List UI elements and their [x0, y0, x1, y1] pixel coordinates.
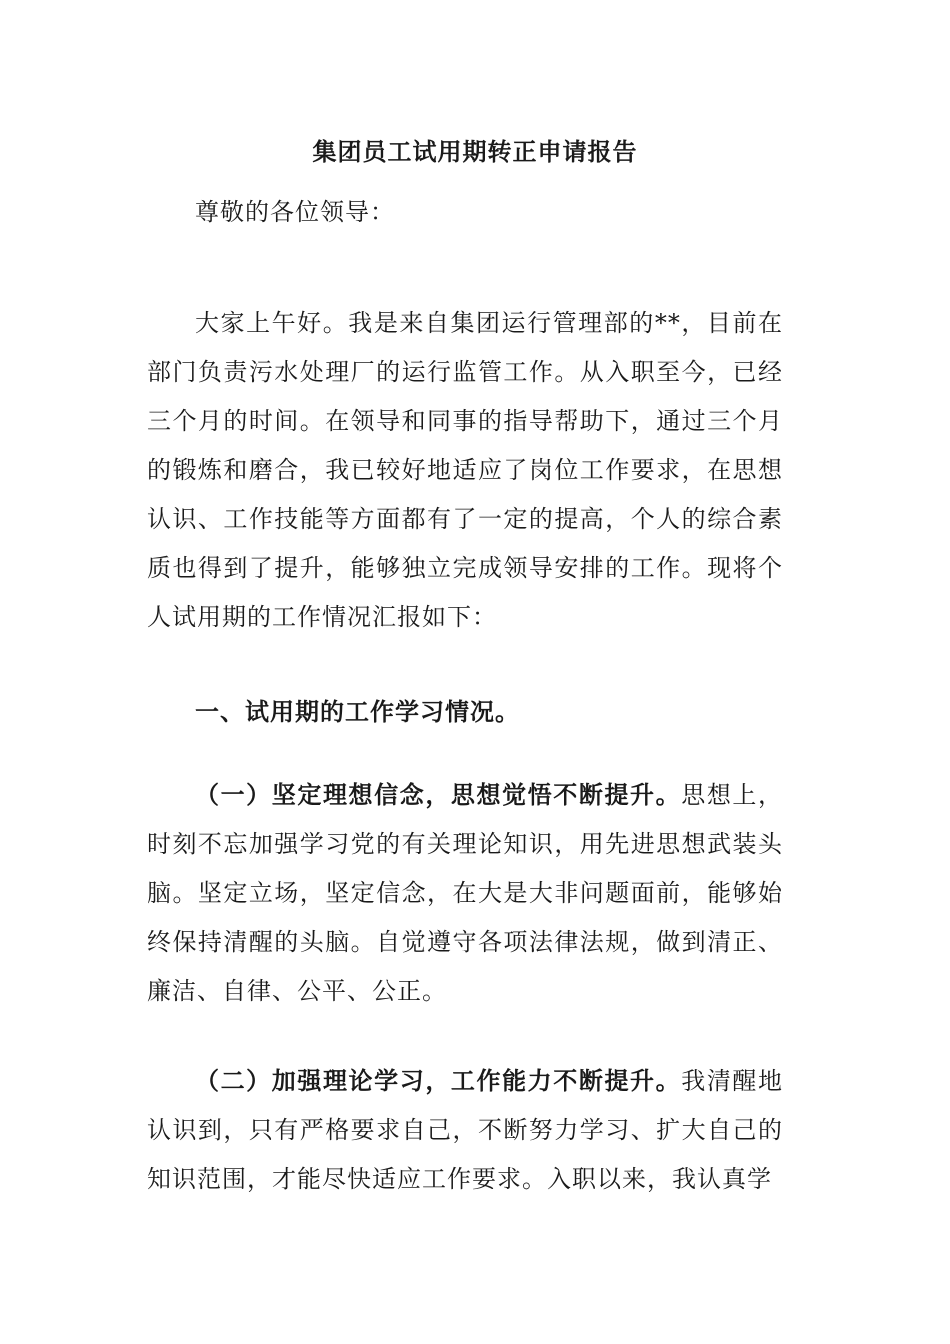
salutation: 尊敬的各位领导：: [195, 198, 395, 226]
section-1-heading: 一、试用期的工作学习情况。: [195, 697, 520, 726]
subsection-2-heading: （二）加强理论学习，工作能力不断提升。: [195, 1066, 682, 1095]
subsection-1-paragraph: [147, 770, 783, 1016]
subsection-1-heading: （一）坚定理想信念，思想觉悟不断提升。: [195, 780, 682, 809]
subsection-1-body: 思想上，时刻不忘加强学习党的有关理论知识，用先进思想武装头脑。坚定立场，坚定信念，在大是大非问题面前，能够始终保持清醒的头脑。自觉遵守各项法律法规，做到清正、廉洁、自律、公平、公正。: [147, 781, 784, 1005]
document-title: 集团员工试用期转正申请报告: [312, 137, 638, 166]
subsection-2-paragraph: [147, 1056, 783, 1204]
subsection-2-body: 我清醒地认识到，只有严格要求自己，不断努力学习、扩大自己的知识范围，才能尽快适应工作要求。入职以来，我认真学: [147, 1067, 784, 1193]
intro-paragraph: 大家上午好。我是来自集团运行管理部的**，目前在部门负责污水处理厂的运行监管工作。从入职至今，已经三个月的时间。在领导和同事的指导帮助下，通过三个月的锻炼和磨合，我已较好地适应了岗位工作要求，在思想认识、工作技能等方面都有了一定的提高，个人的综合素质也得到了提升，能够独立完成领导安排的工作。现将个人试用期的工作情况汇报如下：: [147, 309, 783, 631]
